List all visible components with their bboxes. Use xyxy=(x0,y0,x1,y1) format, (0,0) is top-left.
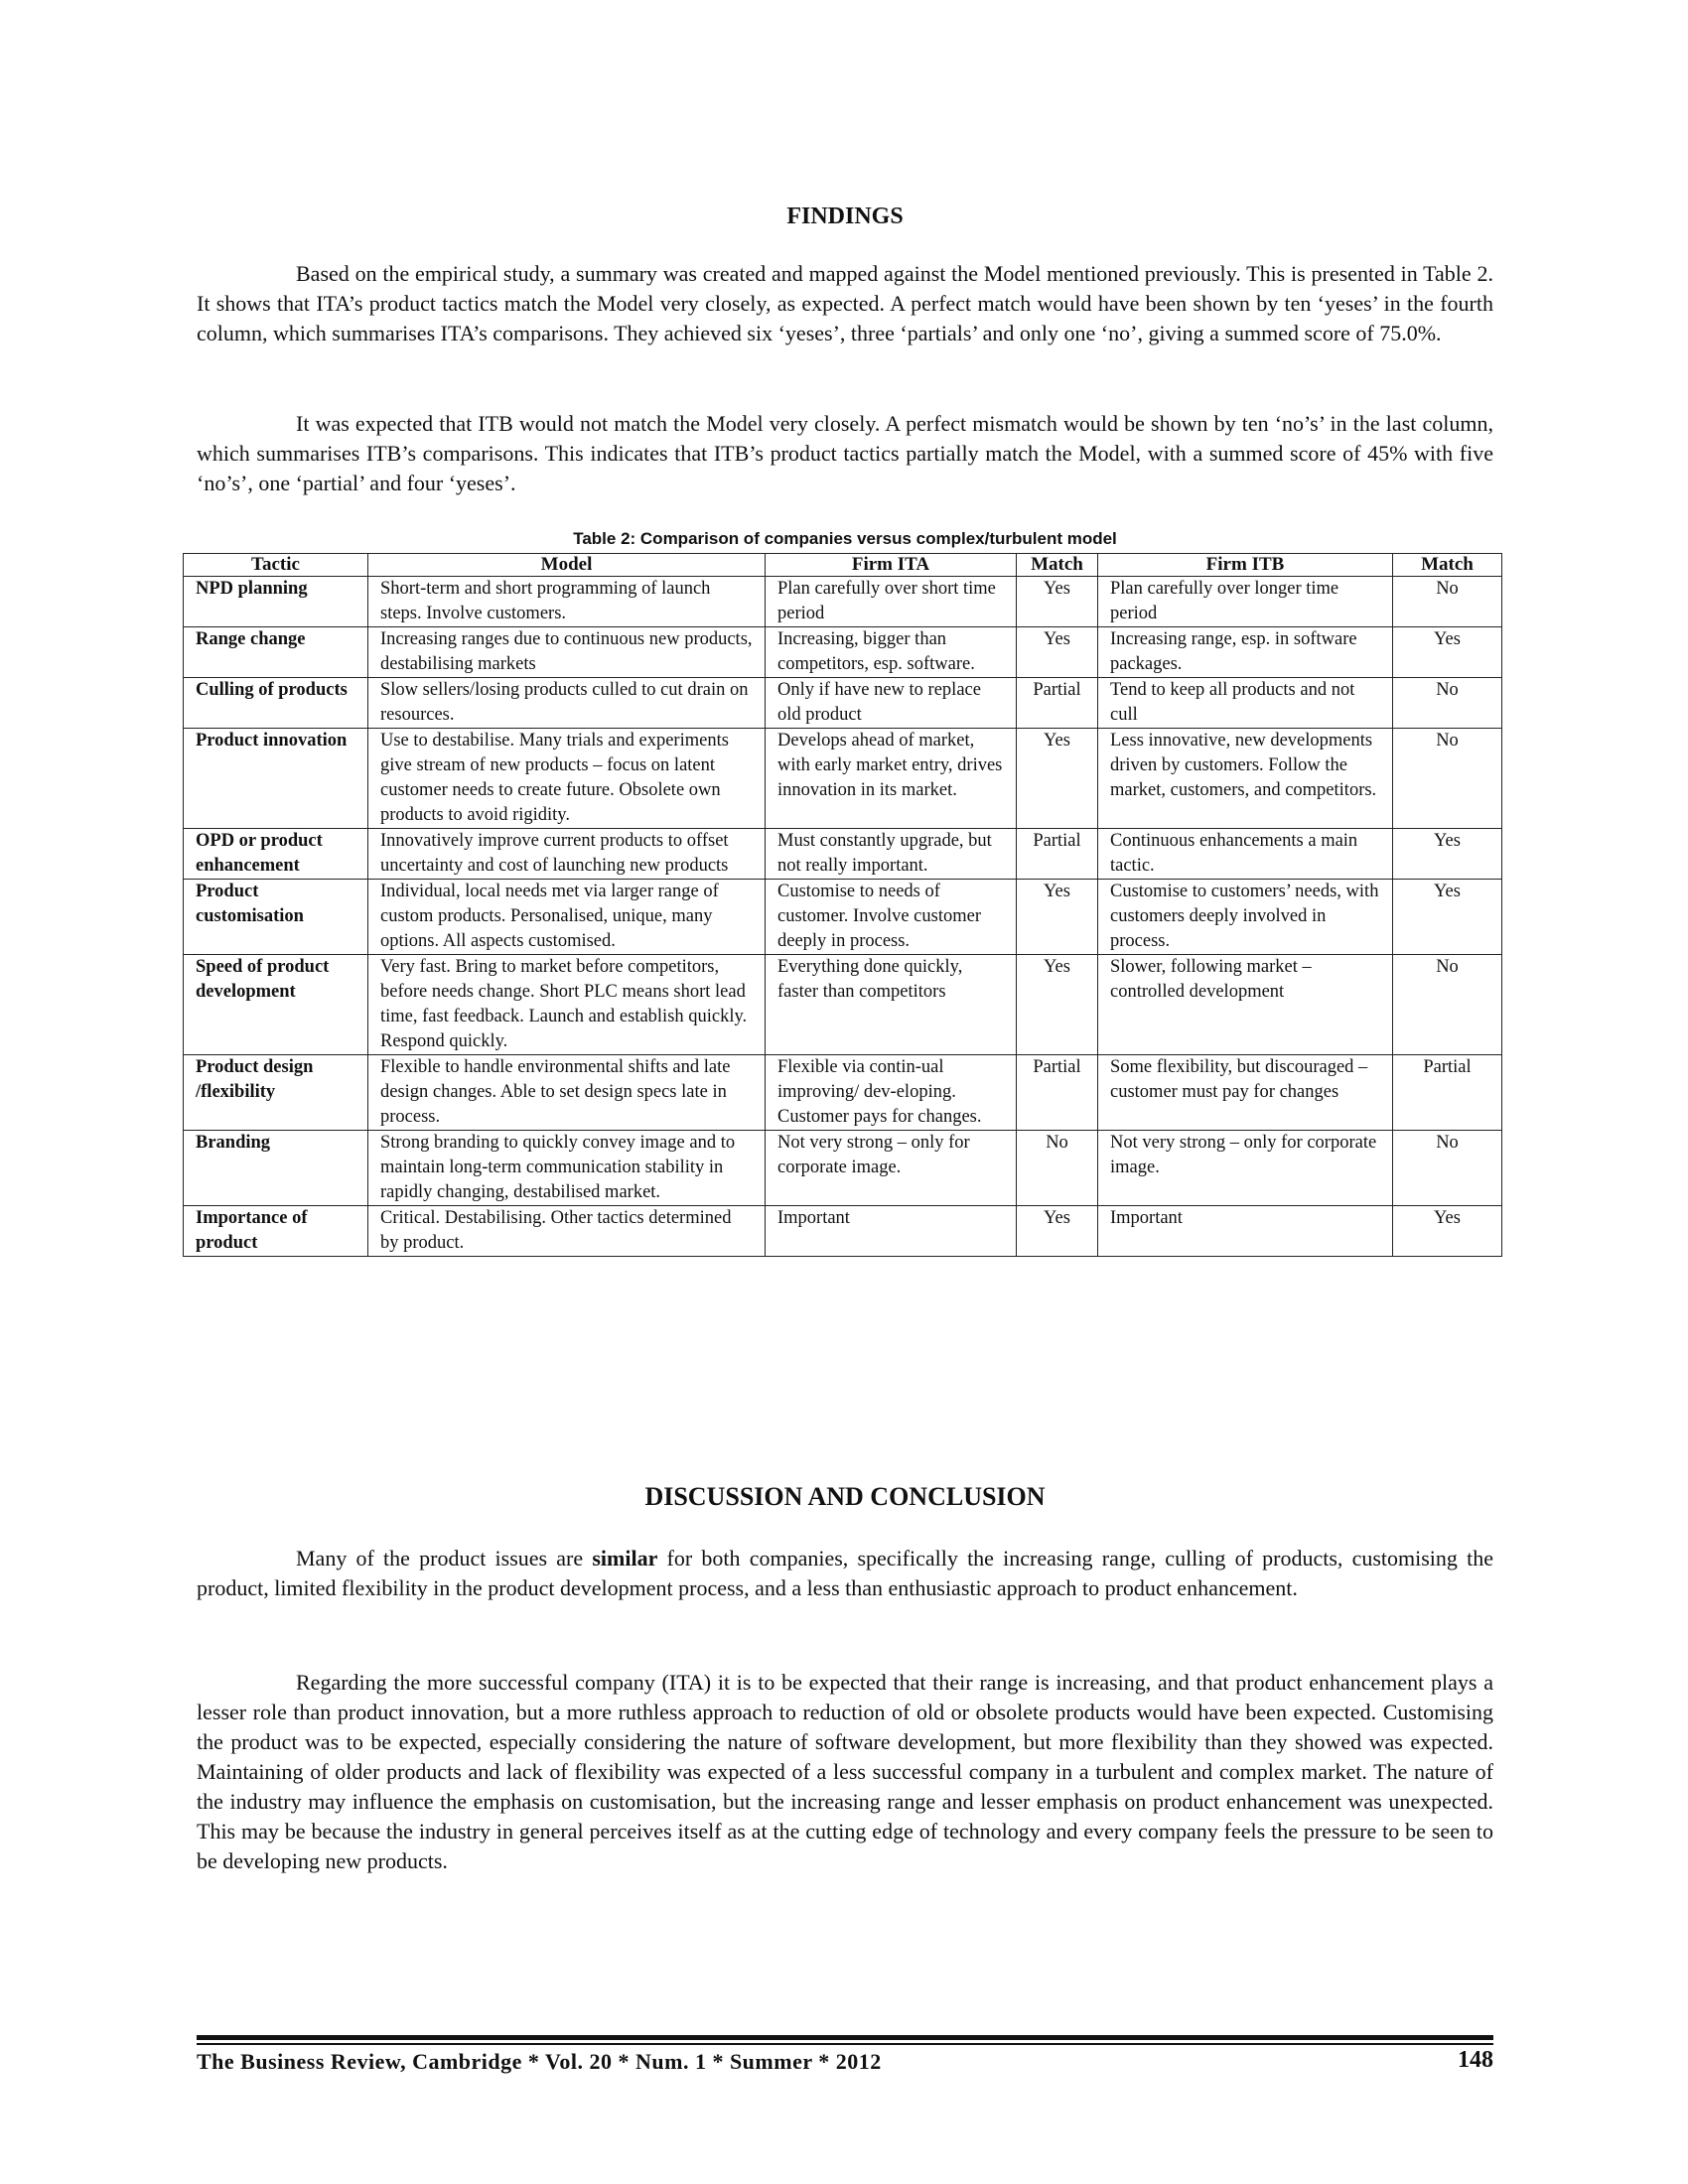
cell-model: Increasing ranges due to continuous new products, destabilising markets xyxy=(368,627,766,678)
cell-tactic: Product customisation xyxy=(184,880,368,955)
paper-page xyxy=(197,0,1493,2184)
cell-model: Innovatively improve current products to offset uncertainty and cost of launching new products xyxy=(368,829,766,880)
table-row xyxy=(184,829,1502,880)
cell-model: Individual, local needs met via larger range of custom products. Personalised, unique, many options. All aspects customised. xyxy=(368,880,766,955)
cell-model: Strong branding to quickly convey image and to maintain long-term communication stability in rapidly changing, destabilised market. xyxy=(368,1131,766,1206)
cell-tactic: Product design /flexibility xyxy=(184,1055,368,1131)
header-match-itb: Match xyxy=(1393,554,1502,577)
cell-firm-itb: Customise to customers’ needs, with customers deeply involved in process. xyxy=(1098,880,1393,955)
cell-match-itb: No xyxy=(1393,577,1502,627)
discussion-paragraph-2: Regarding the more successful company (ITA) it is to be expected that their range is increasing, and that product enhancement plays a lesser role than product innovation, but a more ruthless approach to reduction of old or obsolete products would have been expected. Customising the product was to be expected, especially considering the nature of software development, but more flexibility than they showed was expected. Maintaining of older products and lack of flexibility was expected of a less successful company in a turbulent and complex market. The nature of the industry may influence the emphasis on customisation, but the increasing range and lesser emphasis on product enhancement was unexpected. This may be because the industry in general perceives itself as at the cutting edge of technology and every company feels the pressure to be seen to be developing new products. xyxy=(197,1670,1493,1873)
cell-match-ita: Yes xyxy=(1017,955,1098,1055)
cell-model: Short-term and short programming of launch steps. Involve customers. xyxy=(368,577,766,627)
cell-firm-ita: Important xyxy=(766,1206,1017,1257)
cell-match-ita: No xyxy=(1017,1131,1098,1206)
cell-tactic: Range change xyxy=(184,627,368,678)
cell-firm-ita: Flexible via contin-ual improving/ dev-eloping. Customer pays for changes. xyxy=(766,1055,1017,1131)
cell-firm-ita: Develops ahead of market, with early market entry, drives innovation in its market. xyxy=(766,729,1017,829)
cell-firm-itb: Continuous enhancements a main tactic. xyxy=(1098,829,1393,880)
cell-match-itb: No xyxy=(1393,678,1502,729)
header-firm-itb: Firm ITB xyxy=(1098,554,1393,577)
cell-match-ita: Yes xyxy=(1017,729,1098,829)
table-row xyxy=(184,880,1502,955)
cell-match-ita: Partial xyxy=(1017,678,1098,729)
table-row xyxy=(184,1055,1502,1131)
table-body xyxy=(184,577,1502,1257)
cell-match-ita: Yes xyxy=(1017,627,1098,678)
cell-match-ita: Yes xyxy=(1017,880,1098,955)
table-row xyxy=(184,729,1502,829)
cell-tactic: Branding xyxy=(184,1131,368,1206)
cell-model: Critical. Destabilising. Other tactics determined by product. xyxy=(368,1206,766,1257)
cell-match-itb: Yes xyxy=(1393,829,1502,880)
header-match-ita: Match xyxy=(1017,554,1098,577)
cell-firm-ita: Increasing, bigger than competitors, esp. software. xyxy=(766,627,1017,678)
discussion-p1-emphasis: similar xyxy=(592,1546,658,1570)
header-model: Model xyxy=(368,554,766,577)
cell-firm-itb: Less innovative, new developments driven by customers. Follow the market, customers, and competitors. xyxy=(1098,729,1393,829)
comparison-table xyxy=(183,553,1502,1257)
cell-match-ita: Partial xyxy=(1017,1055,1098,1131)
cell-match-itb: No xyxy=(1393,955,1502,1055)
table-row xyxy=(184,1131,1502,1206)
cell-firm-itb: Slower, following market – controlled development xyxy=(1098,955,1393,1055)
cell-firm-ita: Plan carefully over short time period xyxy=(766,577,1017,627)
cell-match-itb: Yes xyxy=(1393,1206,1502,1257)
cell-match-itb: No xyxy=(1393,729,1502,829)
cell-tactic: OPD or product enhancement xyxy=(184,829,368,880)
cell-firm-itb: Not very strong – only for corporate image. xyxy=(1098,1131,1393,1206)
cell-firm-ita: Customise to needs of customer. Involve customer deeply in process. xyxy=(766,880,1017,955)
table-caption: Table 2: Comparison of companies versus complex/turbulent model xyxy=(573,529,1117,548)
cell-match-itb: No xyxy=(1393,1131,1502,1206)
header-tactic: Tactic xyxy=(184,554,368,577)
table-row xyxy=(184,1206,1502,1257)
cell-tactic: Product innovation xyxy=(184,729,368,829)
discussion-paragraph-1 xyxy=(197,1544,1493,1603)
footer-page-number: 148 xyxy=(1458,2047,1493,2073)
cell-match-itb: Partial xyxy=(1393,1055,1502,1131)
discussion-p1-end: for both companies, specifically the increasing range, culling of products, customising the product, limited flexibility in the product development process, and a less than enthusiastic approach to product enhancement. xyxy=(197,1546,1493,1600)
table-header-row xyxy=(184,554,1502,577)
cell-firm-ita: Must constantly upgrade, but not really important. xyxy=(766,829,1017,880)
cell-model: Slow sellers/losing products culled to cut drain on resources. xyxy=(368,678,766,729)
findings-paragraph-2: It was expected that ITB would not match the Model very closely. A perfect mismatch would be shown by ten ‘no’s’ in the last column, which summarises ITB’s comparisons. This indicates that ITB’s product tactics partially match the Model, with a summed score of 45% with five ‘no’s’, one ‘partial’ and four ‘yeses’. xyxy=(197,411,1493,495)
cell-firm-itb: Increasing range, esp. in software packages. xyxy=(1098,627,1393,678)
cell-match-itb: Yes xyxy=(1393,627,1502,678)
cell-firm-itb: Plan carefully over longer time period xyxy=(1098,577,1393,627)
header-firm-ita: Firm ITA xyxy=(766,554,1017,577)
table-row xyxy=(184,955,1502,1055)
cell-match-ita: Partial xyxy=(1017,829,1098,880)
footer-rule-thin xyxy=(197,2043,1493,2045)
cell-firm-itb: Some flexibility, but discouraged – customer must pay for changes xyxy=(1098,1055,1393,1131)
cell-match-ita: Yes xyxy=(1017,1206,1098,1257)
discussion-p1-start: Many of the product issues are xyxy=(296,1546,593,1570)
cell-firm-ita: Not very strong – only for corporate image. xyxy=(766,1131,1017,1206)
cell-firm-ita: Only if have new to replace old product xyxy=(766,678,1017,729)
cell-model: Flexible to handle environmental shifts and late design changes. Able to set design specs late in process. xyxy=(368,1055,766,1131)
discussion-heading: DISCUSSION AND CONCLUSION xyxy=(644,1482,1046,1511)
cell-tactic: Culling of products xyxy=(184,678,368,729)
cell-tactic: Importance of product xyxy=(184,1206,368,1257)
findings-paragraph-1: Based on the empirical study, a summary was created and mapped against the Model mentioned previously. This is presented in Table 2. It shows that ITA’s product tactics match the Model very closely, as expected. A perfect match would have been shown by ten ‘yeses’ in the fourth column, which summarises ITA’s comparisons. They achieved six ‘yeses’, three ‘partials’ and only one ‘no’, giving a summed score of 75.0%. xyxy=(197,261,1493,345)
cell-firm-itb: Tend to keep all products and not cull xyxy=(1098,678,1393,729)
cell-model: Very fast. Bring to market before competitors, before needs change. Short PLC means short lead time, fast feedback. Launch and establish quickly. Respond quickly. xyxy=(368,955,766,1055)
cell-firm-ita: Everything done quickly, faster than competitors xyxy=(766,955,1017,1055)
footer-rule-thick xyxy=(197,2035,1493,2040)
findings-heading: FINDINGS xyxy=(786,204,904,229)
table-row xyxy=(184,678,1502,729)
table-row xyxy=(184,577,1502,627)
cell-match-ita: Yes xyxy=(1017,577,1098,627)
cell-tactic: NPD planning xyxy=(184,577,368,627)
footer-journal: The Business Review, Cambridge * Vol. 20 * Num. 1 * Summer * 2012 xyxy=(197,2049,882,2074)
cell-match-itb: Yes xyxy=(1393,880,1502,955)
cell-firm-itb: Important xyxy=(1098,1206,1393,1257)
table-row xyxy=(184,627,1502,678)
cell-tactic: Speed of product development xyxy=(184,955,368,1055)
cell-model: Use to destabilise. Many trials and experiments give stream of new products – focus on latent customer needs to create future. Obsolete own products to avoid rigidity. xyxy=(368,729,766,829)
